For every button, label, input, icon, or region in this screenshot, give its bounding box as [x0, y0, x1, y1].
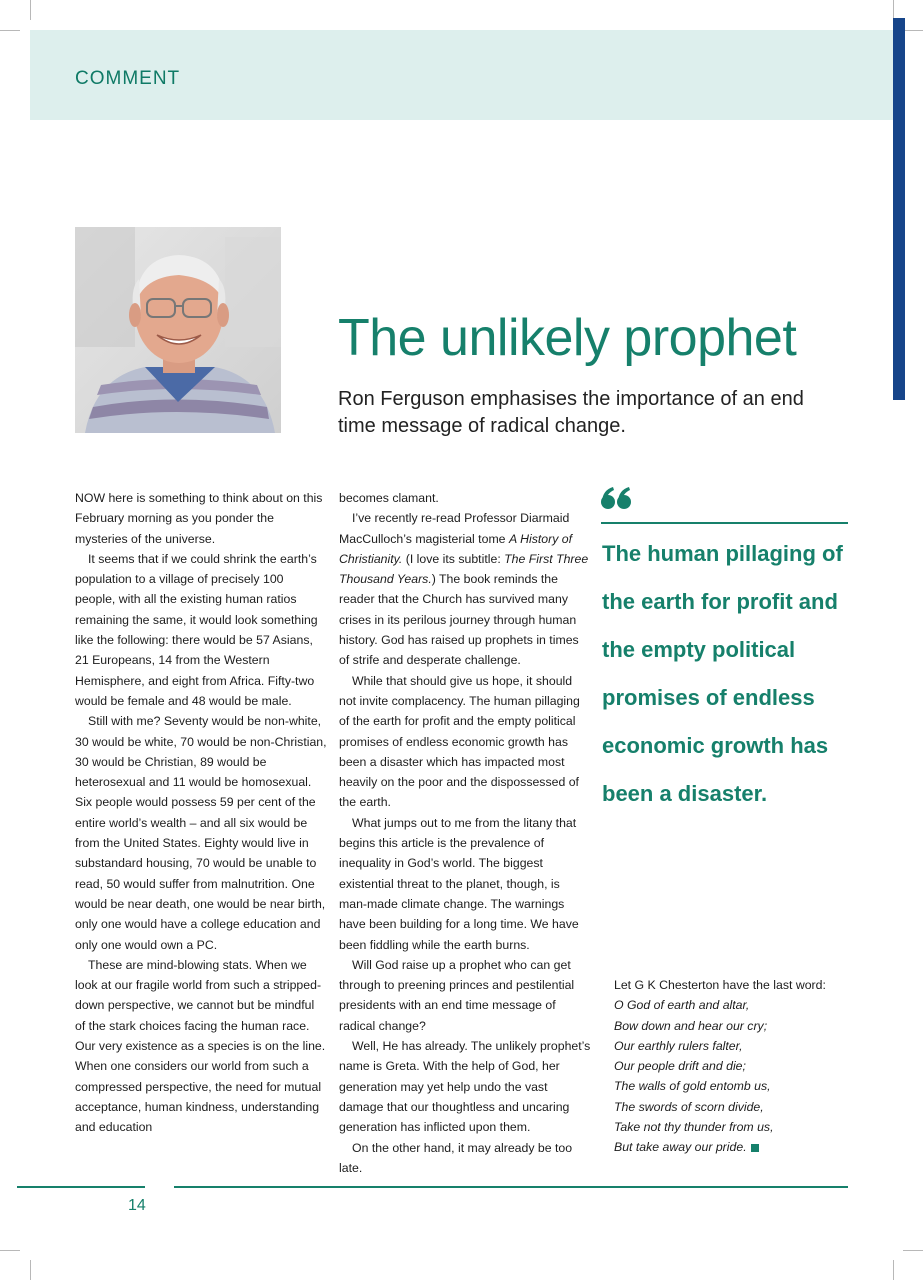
quote-rule [601, 522, 848, 524]
crop-mark [893, 0, 894, 20]
poem-intro: Let G K Chesterton have the last word: [614, 978, 826, 992]
book-title: A History of Christianity. [339, 531, 573, 566]
crop-mark [30, 1260, 31, 1280]
poem-line: The walls of gold entomb us, [614, 1079, 771, 1094]
paragraph: Will God raise up a prophet who can get through to preening princes and pestilential presidents with an end time message of radical change? [339, 957, 575, 1033]
crop-mark [893, 1260, 894, 1280]
paragraph: What jumps out to me from the litany that begins this article is the prevalence of inequality in God’s world. The biggest existential threat to the planet, though, is man-made climate change. The warnings have been building for a long time. We have been fiddling while the earth burns. [339, 815, 579, 952]
paragraph: On the other hand, it may already be too late. [339, 1140, 573, 1175]
author-portrait-image [75, 227, 281, 433]
poem-last-line-wrap [614, 1137, 854, 1157]
paragraph: While that should give us hope, it should not invite complacency. The human pillaging of the earth for profit and the empty political promises of endless economic growth has been a disaster which has impacted most heavily on the poor and the dispossessed of the earth. [339, 673, 580, 810]
poem-line: But take away our pride. [614, 1140, 747, 1155]
article-column-1 [75, 488, 327, 1138]
crop-mark [903, 1250, 923, 1251]
book-subtitle: The First Three Thousand Years. [339, 551, 589, 587]
poem-line: Bow down and hear our cry; [614, 1018, 768, 1033]
crop-mark [0, 30, 20, 31]
paragraph-text: I’ve recently re-read Professor Diarmaid MacCulloch’s magisterial tome [339, 511, 570, 546]
poem-line: Our earthly rulers falter, [614, 1038, 743, 1053]
quote-mark-icon [601, 486, 633, 515]
page-number: 14 [128, 1197, 146, 1214]
poem-line: Take not thy thunder from us, [614, 1120, 774, 1135]
pull-quote: The human pillaging of the earth for profit and the empty political promises of endless economic growth has been a disaster. [602, 541, 843, 806]
poem-block [614, 975, 854, 1158]
crop-mark [30, 0, 31, 20]
poem-line: The swords of scorn divide, [614, 1099, 764, 1114]
article-title: The unlikely prophet [338, 309, 797, 367]
side-tab-bar [893, 18, 905, 400]
end-mark-icon [751, 1144, 759, 1152]
paragraph-text: (I love its subtitle: [402, 551, 505, 566]
crop-mark [903, 30, 923, 31]
poem-line: Our people drift and die; [614, 1059, 746, 1074]
footer-rule [174, 1186, 848, 1188]
paragraph [339, 508, 591, 670]
paragraph-text: ) The book reminds the reader that the Church has survived many crises in its perilous journey through human history. God has raised up prophets in times of strife and desperate challenge. [339, 572, 579, 668]
paragraph: Well, He has already. The unlikely prophet’s name is Greta. With the help of God, her generation may yet help undo the vast damage that our thoughtless and uncaring generation has inflicted upon them. [339, 1039, 591, 1135]
paragraph: It seems that if we could shrink the earth’s population to a village of precisely 100 people, with all the existing human ratios remaining the same, it would look something like the following: there would be 57 Asians, 21 Europeans, 14 from the Western Hemisphere, and eight from Africa. Fifty-two would be female and 48 would be male. [75, 551, 318, 708]
article-standfirst: Ron Ferguson emphasises the importance of an end time message of radical change. [338, 388, 804, 437]
paragraph: NOW here is something to think about on this February morning as you ponder the mysteries of the universe. [75, 491, 323, 546]
paragraph: These are mind-blowing stats. When we look at our fragile world from such a stripped-down perspective, we cannot but be mindful of the stark choices facing the human race. Our very existence as a species is on the line. When one considers our world from such a compressed perspective, the need for mutual acceptance, human kindness, understanding and education [75, 957, 326, 1135]
footer-rule [17, 1186, 145, 1188]
poem-line: O God of earth and altar, [614, 998, 750, 1013]
paragraph: Still with me? Seventy would be non-white, 30 would be white, 70 would be non-Christian, 30 would be Christian, 89 would be heterosexual and 11 would be homosexual. Six people would possess 59 per cent of the entire world’s wealth – and all six would be from the United States. Eighty would live in substandard housing, 70 would be unable to read, 50 would suffer from malnutrition. One would be near death, one would be near birth, only one would have a college education and only one would own a PC. [75, 714, 327, 952]
section-label: COMMENT [75, 68, 181, 89]
article-column-2 [339, 488, 591, 1178]
paragraph: becomes clamant. [339, 491, 439, 505]
crop-mark [0, 1250, 20, 1251]
author-photo [75, 227, 281, 433]
